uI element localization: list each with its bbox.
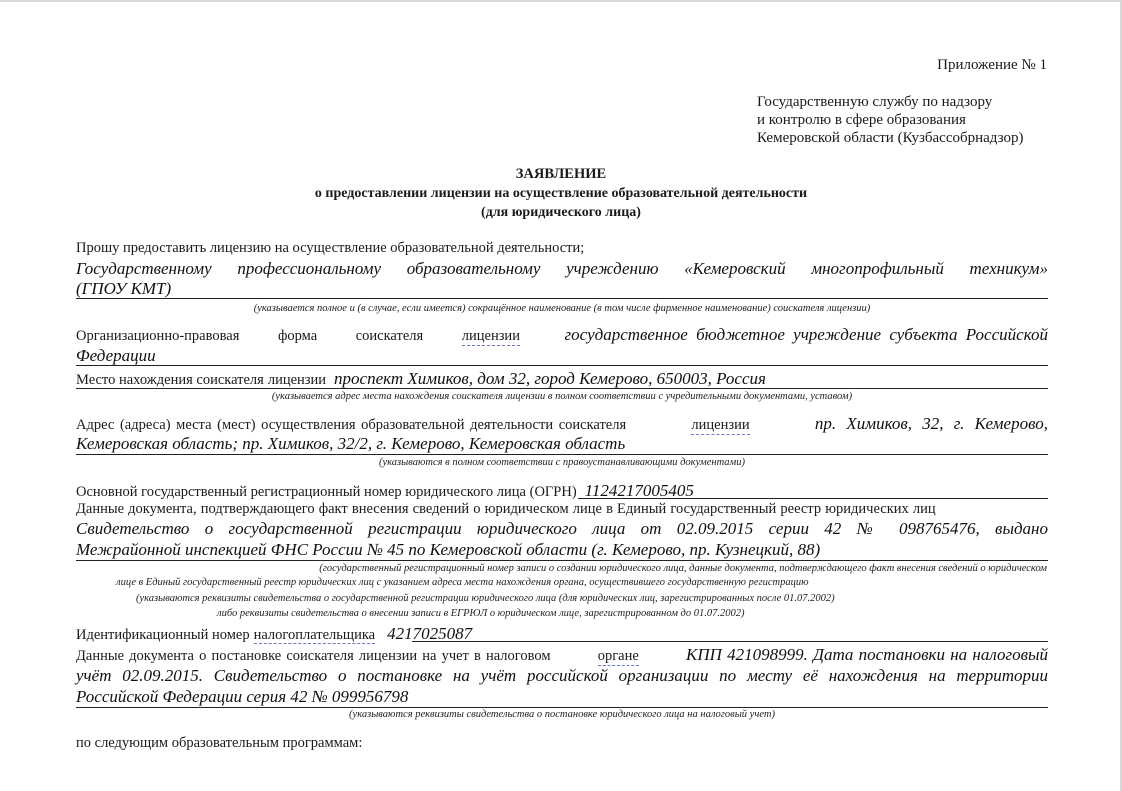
appendix-label: Приложение № 1 bbox=[937, 57, 1047, 73]
registration-doc-label: Данные документа, подтверждающего факт внесения сведений о юридическом лице в Единый государственный реестр юридических лиц bbox=[76, 501, 936, 517]
addressee-line-1: Государственную службу по надзору bbox=[757, 94, 993, 110]
inn-underline bbox=[412, 641, 1048, 642]
org-name-underline bbox=[76, 298, 1048, 299]
legal-form-row bbox=[76, 325, 1048, 346]
activity-address-value-1: пр. Химиков, 32, г. Кемерово, bbox=[814, 414, 1048, 433]
location-label: Место нахождения соискателя bbox=[76, 372, 264, 388]
registration-doc-value-2: Межрайонной инспекцией ФНС России № 45 по Кемеровской области (г. Кемерово, пр. Кузнецкий, 88) bbox=[76, 540, 821, 559]
activity-address-value-2: Кемеровская область; пр. Химиков, 32/2, г. Кемерово, Кемеровская область bbox=[76, 434, 626, 453]
location-value: проспект Химиков, дом 32, город Кемерово, 650003, Россия bbox=[334, 369, 766, 388]
activity-address-label: Адрес (адреса) места (мест) осуществления образовательной деятельности соискателя bbox=[76, 417, 627, 433]
org-name-line-2: (ГПОУ КМТ) bbox=[76, 279, 172, 298]
tax-registration-row bbox=[76, 645, 1048, 666]
tax-registration-label: Данные документа о постановке соискателя лицензии на учет в налоговом bbox=[76, 648, 551, 664]
addressee-line-2: и контролю в сфере образования bbox=[757, 112, 966, 128]
location-underline bbox=[76, 388, 1048, 389]
org-name-line-1: Государственному профессиональному образовательному учреждению «Кемеровский многопрофильный техникум» bbox=[76, 259, 1048, 278]
inn-value: 4217025087 bbox=[387, 624, 473, 643]
inn-label: Идентификационный номер bbox=[76, 627, 250, 643]
document-subtitle-1: о предоставлении лицензии на осуществление образовательной деятельности bbox=[314, 186, 808, 201]
org-name-note: (указывается полное и (в случае, если имеется) сокращённое наименование (в том числе фирменное наименование) соискателя лицензии) bbox=[253, 303, 871, 314]
tax-registration-value-1: КПП 421098999. Дата постановки на налоговый bbox=[686, 645, 1048, 664]
registration-doc-underline bbox=[76, 560, 1048, 561]
registration-doc-note-3: (указываются реквизиты свидетельства о государственной регистрации юридического лица (для юридических лиц, зарегистрированных после 01.07.2002) bbox=[136, 593, 835, 604]
document-title: ЗАЯВЛЕНИЕ bbox=[515, 166, 607, 182]
location-note: (указывается адрес места нахождения соискателя лицензии в полном соответствии с учредительными документами, уставом) bbox=[271, 391, 853, 402]
registration-doc-note-4: либо реквизиты свидетельства о внесении записи в ЕГРЮЛ о юридическом лице, зарегистрированном до 01.07.2002) bbox=[217, 608, 745, 619]
legal-form-value-2: Федерации bbox=[76, 346, 156, 365]
location-row bbox=[76, 369, 766, 389]
legal-form-label-c: соискателя bbox=[355, 328, 424, 344]
tax-registration-note: (указываются реквизиты свидетельства о постановке юридического лица на налоговый учет) bbox=[349, 709, 775, 720]
location-label-word: лицензии bbox=[267, 372, 327, 388]
tax-registration-value-2: учёт 02.09.2015. Свидетельство о постановке на учёт российской организации по месту её нахождения на территории bbox=[76, 666, 1048, 685]
legal-form-label-b: форма bbox=[277, 328, 318, 344]
inn-label-word: налогоплательщика bbox=[253, 627, 376, 643]
legal-form-label-a: Организационно-правовая bbox=[76, 328, 240, 344]
activity-address-label-word: лицензии bbox=[691, 417, 750, 433]
activity-address-row bbox=[76, 414, 1048, 435]
legal-form-label-d: лицензии bbox=[461, 328, 520, 344]
registration-doc-note-1: (государственный регистрационный номер записи о создании юридического лица, данные документа, подтверждающего факт внесения сведений о юридическом bbox=[319, 563, 1047, 574]
registration-doc-note-2: лице в Единый государственный реестр юридических лиц с указанием адреса места нахождения органа, осуществившего государственную регистрацию bbox=[116, 577, 809, 588]
ogrn-value: 1124217005405 bbox=[584, 481, 694, 500]
tax-registration-value-3: Российской Федерации серия 42 № 099956798 bbox=[76, 687, 409, 706]
legal-form-underline bbox=[76, 365, 1048, 366]
document-subtitle-2: (для юридического лица) bbox=[481, 205, 641, 220]
tax-registration-underline bbox=[76, 707, 1048, 708]
programs-label: по следующим образовательным программам: bbox=[76, 735, 363, 751]
activity-address-underline bbox=[76, 454, 1048, 455]
ogrn-underline bbox=[578, 498, 1048, 499]
tax-registration-label-word: органе bbox=[597, 648, 639, 664]
request-label: Прошу предоставить лицензию на осуществление образовательной деятельности; bbox=[76, 240, 585, 256]
registration-doc-value-1: Свидетельство о государственной регистрации юридического лица от 02.09.2015 серии 42 № 098765476, выдано bbox=[76, 519, 1048, 538]
legal-form-value-1: государственное бюджетное учреждение субъекта Российской bbox=[564, 325, 1048, 344]
activity-address-note: (указываются в полном соответствии с правоустанавливающими документами) bbox=[379, 457, 745, 468]
addressee-line-3: Кемеровской области (Кузбассобрнадзор) bbox=[757, 130, 1024, 146]
page-top-edge bbox=[0, 0, 1122, 2]
ogrn-label: Основной государственный регистрационный номер юридического лица (ОГРН) bbox=[76, 484, 577, 500]
